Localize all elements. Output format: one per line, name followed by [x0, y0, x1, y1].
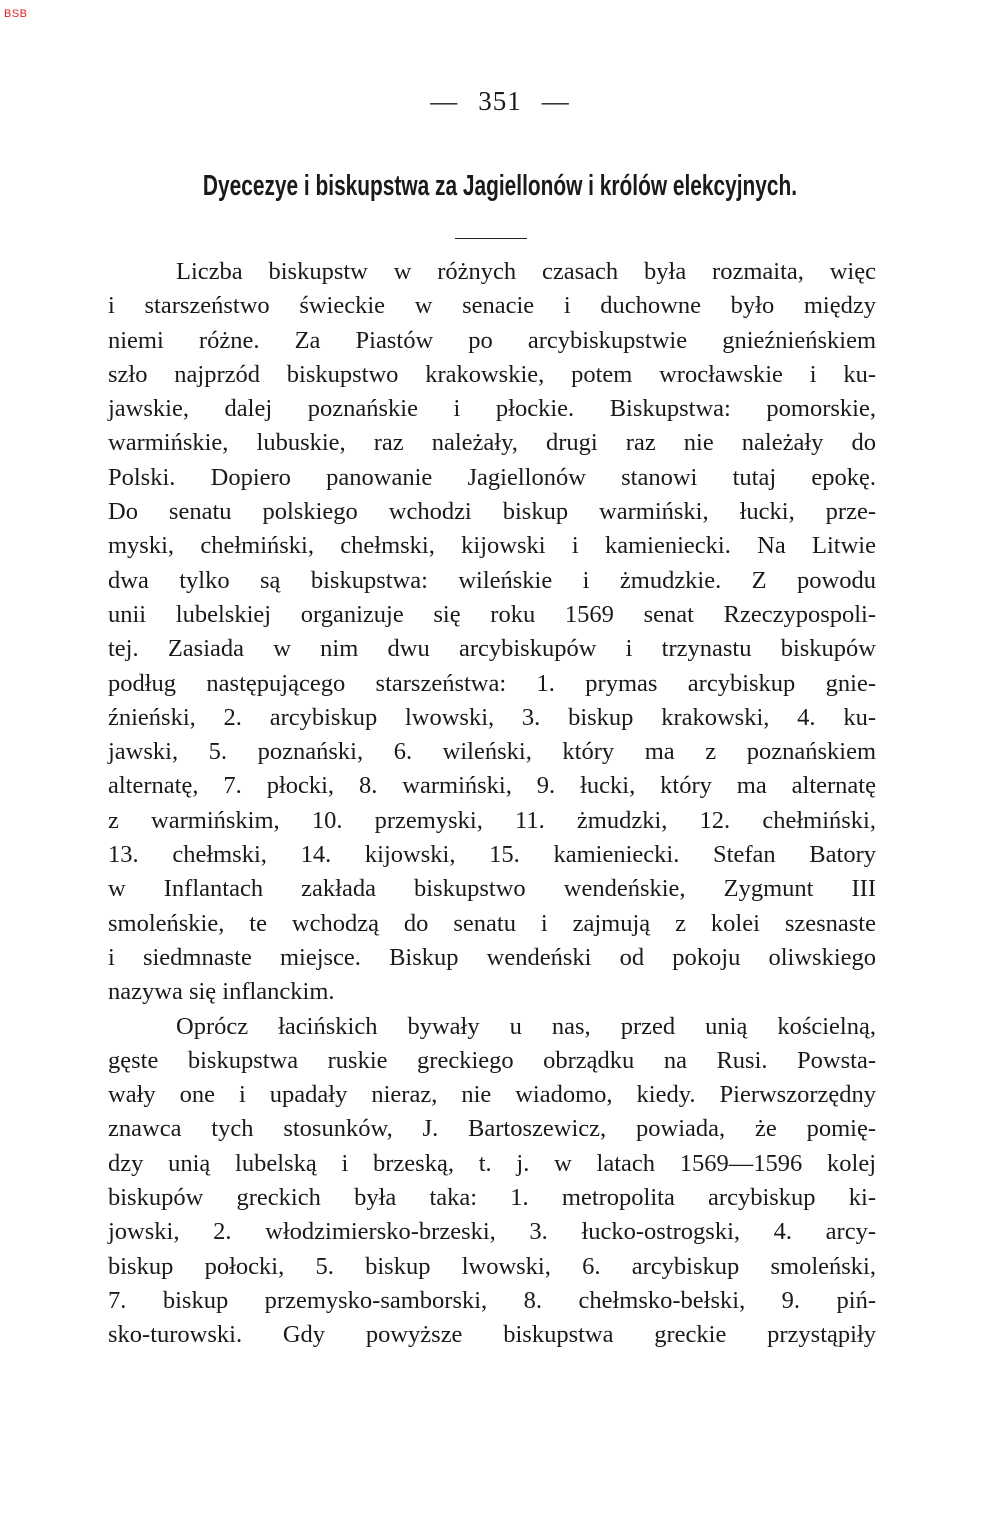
paragraph-1 — [108, 255, 876, 1010]
text-line: jowski, 2. włodzimiersko-brzeski, 3. łucko-ostrogski, 4. arcy- — [108, 1218, 876, 1246]
text-line: smoleńskie, te wchodzą do senatu i zajmują z kolei szesnaste — [108, 909, 876, 937]
text-line: jawskie, dalej poznańskie i płockie. Biskupstwa: pomorskie, — [108, 395, 876, 423]
header-dash-left: — — [430, 86, 459, 116]
text-line: dwa tylko są biskupstwa: wileńskie i żmudzkie. Z powodu — [108, 566, 876, 594]
text-line: Oprócz łacińskich bywały u nas, przed unią kościelną, — [176, 1012, 876, 1040]
text-line: wały one i upadały nieraz, nie wiadomo, kiedy. Pierwszorzędny — [108, 1081, 876, 1109]
paragraph-2 — [108, 1010, 876, 1353]
text-line: Liczba biskupstw w różnych czasach była rozmaita, więc — [176, 258, 876, 285]
body-text — [108, 255, 876, 1353]
text-line: Do senatu polskiego wchodzi biskup warmiński, łucki, prze- — [108, 498, 876, 526]
text-line: jawski, 5. poznański, 6. wileński, który ma z poznańskiem — [108, 738, 876, 766]
text-line: z warmińskim, 10. przemyski, 11. żmudzki, 12. chełmiński, — [108, 806, 876, 834]
text-line: tej. Zasiada w nim dwu arcybiskupów i trzynastu biskupów — [108, 635, 876, 663]
text-line: podług następującego starszeństwa: 1. prymas arcybiskup gnie- — [108, 669, 876, 697]
text-line: unii lubelskiej organizuje się roku 1569 senat Rzeczypospoli- — [108, 600, 876, 628]
header-dash-right: — — [541, 86, 570, 116]
text-line: szło najprzód biskupstwo krakowskie, potem wrocławskie i ku- — [108, 360, 876, 388]
text-line: nazywa się inflanckim. — [108, 978, 335, 1006]
text-line: znawca tych stosunków, J. Bartoszewicz, powiada, że pomię- — [108, 1115, 876, 1143]
text-line: dzy unią lubelską i brzeską, t. j. w latach 1569—1596 kolej — [108, 1149, 876, 1177]
text-line: Polski. Dopiero panowanie Jagiellonów stanowi tutaj epokę. — [108, 463, 876, 491]
text-line: sko-turowski. Gdy powyższe biskupstwa greckie przystąpiły — [108, 1321, 876, 1349]
text-line: gęste biskupstwa ruskie greckiego obrządku na Rusi. Powsta- — [108, 1046, 876, 1074]
text-line: i starszeństwo świeckie w senacie i duchowne było między — [108, 292, 876, 320]
text-line: 13. chełmski, 14. kijowski, 15. kamieniecki. Stefan Batory — [108, 841, 876, 869]
text-line: biskupów greckich była taka: 1. metropolita arcybiskup ki- — [108, 1184, 876, 1212]
text-line: biskup połocki, 5. biskup lwowski, 6. arcybiskup smoleński, — [108, 1252, 876, 1280]
text-line: i siedmnaste miejsce. Biskup wendeński od pokoju oliwskiego — [108, 943, 876, 971]
chapter-title: Dyecezye i biskupstwa za Jagiellonów i królów elekcyjnych. — [202, 170, 798, 202]
text-line: myski, chełmiński, chełmski, kijowski i kamieniecki. Na Litwie — [108, 532, 876, 560]
page-number: 351 — [478, 86, 522, 116]
text-line: niemi różne. Za Piastów po arcybiskupstwie gnieźnieńskiem — [108, 326, 876, 354]
text-line: 7. biskup przemysko-samborski, 8. chełmsko-bełski, 9. piń- — [108, 1286, 876, 1314]
text-line: alternatę, 7. płocki, 8. warmiński, 9. łucki, który ma alternatę — [108, 772, 876, 800]
text-line: warmińskie, lubuskie, raz należały, drugi raz nie należały do — [108, 429, 876, 457]
library-watermark: BSB — [4, 8, 28, 20]
text-line: źnieński, 2. arcybiskup lwowski, 3. biskup krakowski, 4. ku- — [108, 703, 876, 731]
title-divider — [455, 238, 527, 239]
text-line: w Inflantach zakłada biskupstwo wendeńskie, Zygmunt III — [108, 875, 876, 903]
page-header — [0, 86, 1000, 117]
